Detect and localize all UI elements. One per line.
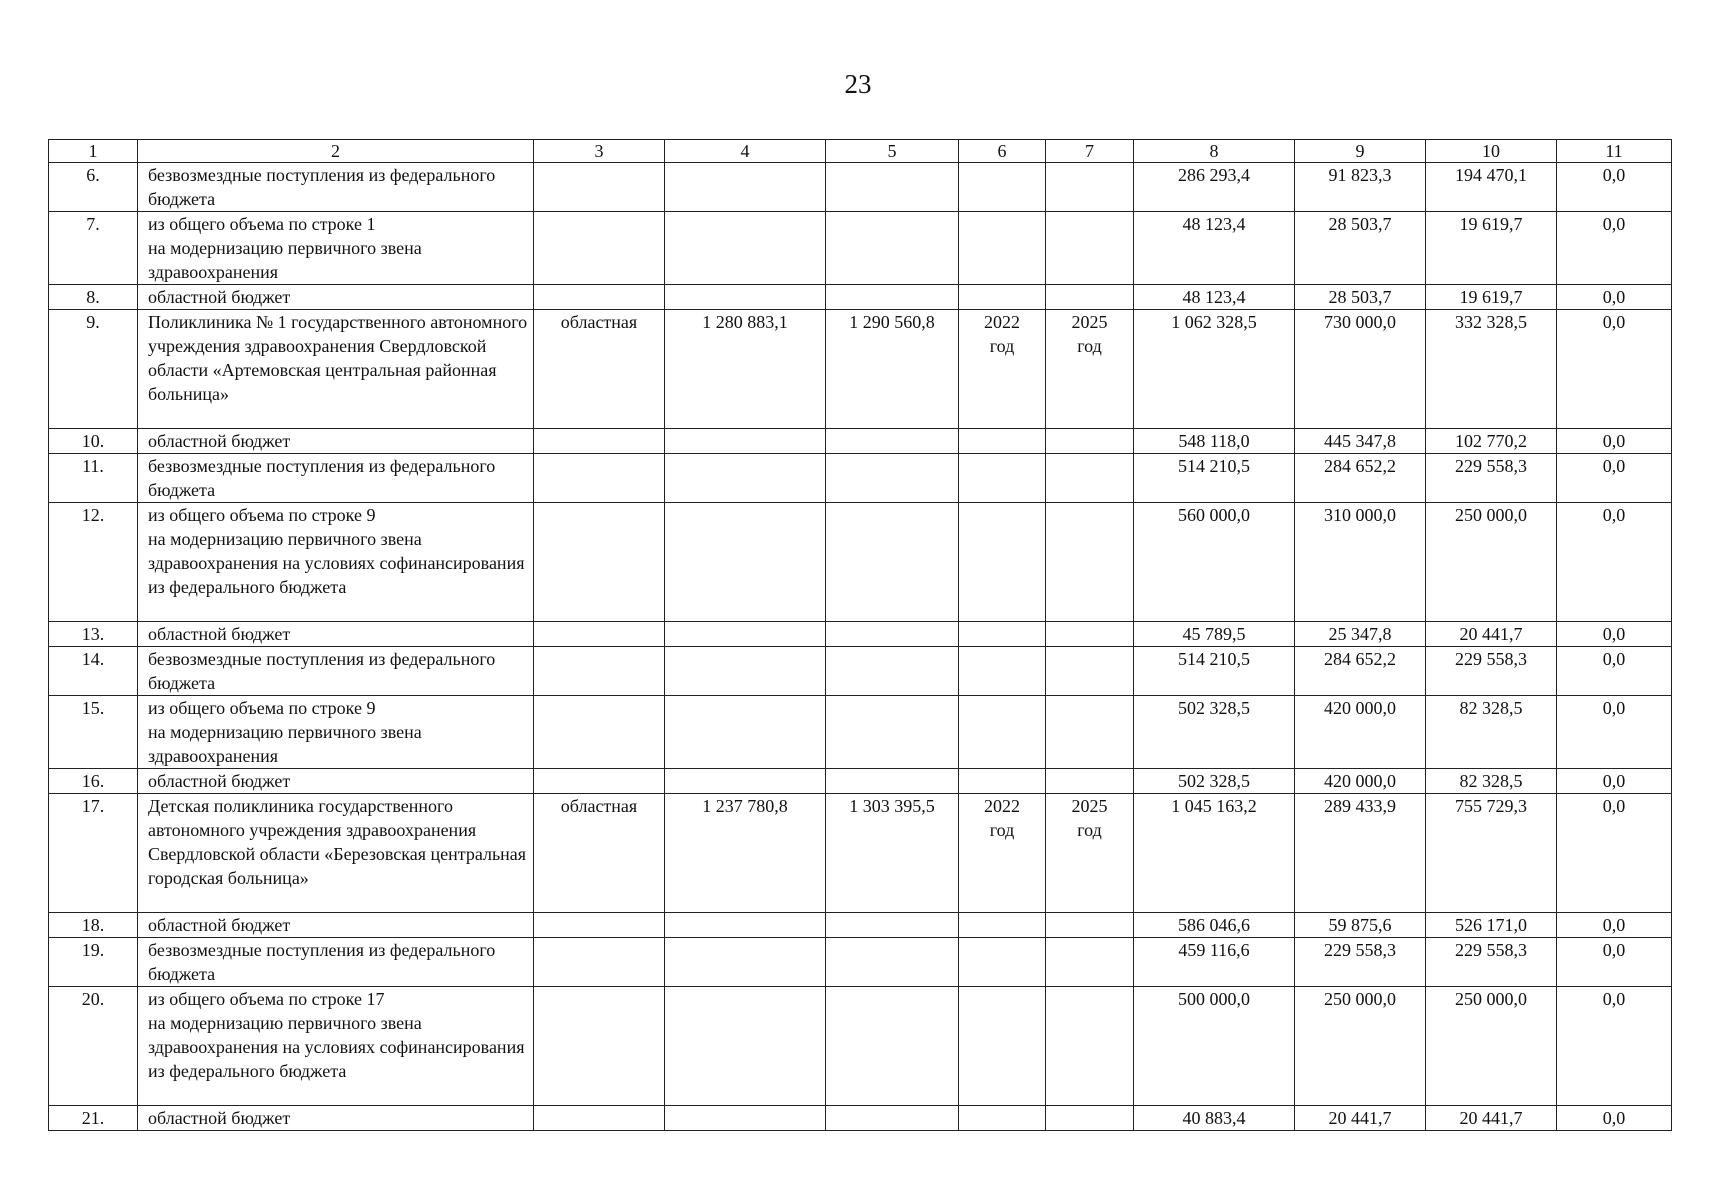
cell-col-8: 1 062 328,5 bbox=[1134, 310, 1295, 429]
row-number: 16. bbox=[49, 769, 138, 794]
cell-col-11: 0,0 bbox=[1557, 212, 1672, 285]
row-number: 17. bbox=[49, 794, 138, 913]
cell-end-year bbox=[1046, 938, 1134, 987]
cell-col-8: 502 328,5 bbox=[1134, 696, 1295, 769]
cell-start-year bbox=[959, 913, 1046, 938]
cell-col-10: 102 770,2 bbox=[1426, 429, 1557, 454]
header-col-6: 6 bbox=[959, 140, 1046, 163]
row-number: 15. bbox=[49, 696, 138, 769]
row-description: Поликлиника № 1 государственного автономного учреждения здравоохранения Свердловской области «Артемовская центральная районная больница» bbox=[138, 310, 534, 429]
cell-col-9: 730 000,0 bbox=[1295, 310, 1426, 429]
cell-col-10: 229 558,3 bbox=[1426, 647, 1557, 696]
cell-budget-level: областная bbox=[534, 794, 665, 913]
cell-col-5 bbox=[826, 1106, 959, 1131]
row-description: из общего объема по строке 1 на модернизацию первичного звена здравоохранения bbox=[138, 212, 534, 285]
cell-end-year bbox=[1046, 429, 1134, 454]
cell-col-11: 0,0 bbox=[1557, 163, 1672, 212]
cell-col-4 bbox=[665, 503, 826, 622]
row-number: 19. bbox=[49, 938, 138, 987]
cell-col-11: 0,0 bbox=[1557, 647, 1672, 696]
table-body bbox=[49, 163, 1672, 1131]
cell-col-4 bbox=[665, 769, 826, 794]
cell-col-4 bbox=[665, 429, 826, 454]
row-description: безвозмездные поступления из федерального бюджета bbox=[138, 163, 534, 212]
row-number: 18. bbox=[49, 913, 138, 938]
cell-col-11: 0,0 bbox=[1557, 938, 1672, 987]
cell-col-10: 19 619,7 bbox=[1426, 212, 1557, 285]
cell-col-11: 0,0 bbox=[1557, 769, 1672, 794]
cell-col-10: 229 558,3 bbox=[1426, 938, 1557, 987]
cell-col-11: 0,0 bbox=[1557, 987, 1672, 1106]
cell-col-9: 28 503,7 bbox=[1295, 212, 1426, 285]
row-number: 10. bbox=[49, 429, 138, 454]
header-col-10: 10 bbox=[1426, 140, 1557, 163]
cell-start-year bbox=[959, 163, 1046, 212]
cell-end-year bbox=[1046, 769, 1134, 794]
cell-col-8: 500 000,0 bbox=[1134, 987, 1295, 1106]
table-row bbox=[49, 938, 1672, 987]
cell-start-year bbox=[959, 622, 1046, 647]
cell-col-8: 502 328,5 bbox=[1134, 769, 1295, 794]
cell-budget-level bbox=[534, 696, 665, 769]
row-description: областной бюджет bbox=[138, 913, 534, 938]
row-number: 6. bbox=[49, 163, 138, 212]
cell-col-9: 445 347,8 bbox=[1295, 429, 1426, 454]
cell-col-4 bbox=[665, 163, 826, 212]
cell-col-10: 755 729,3 bbox=[1426, 794, 1557, 913]
cell-col-5 bbox=[826, 429, 959, 454]
cell-col-10: 194 470,1 bbox=[1426, 163, 1557, 212]
cell-end-year bbox=[1046, 454, 1134, 503]
header-col-4: 4 bbox=[665, 140, 826, 163]
row-description: областной бюджет bbox=[138, 429, 534, 454]
header-col-3: 3 bbox=[534, 140, 665, 163]
cell-start-year bbox=[959, 769, 1046, 794]
table-header bbox=[49, 140, 1672, 163]
cell-col-9: 20 441,7 bbox=[1295, 1106, 1426, 1131]
table-row bbox=[49, 212, 1672, 285]
cell-budget-level bbox=[534, 769, 665, 794]
cell-budget-level bbox=[534, 212, 665, 285]
cell-col-10: 229 558,3 bbox=[1426, 454, 1557, 503]
row-description: из общего объема по строке 17 на модернизацию первичного звена здравоохранения на условиях софинансирования из федерального бюджета bbox=[138, 987, 534, 1106]
cell-budget-level bbox=[534, 647, 665, 696]
cell-end-year bbox=[1046, 163, 1134, 212]
row-description: безвозмездные поступления из федерального бюджета bbox=[138, 938, 534, 987]
cell-end-year bbox=[1046, 1106, 1134, 1131]
cell-budget-level bbox=[534, 454, 665, 503]
cell-col-10: 19 619,7 bbox=[1426, 285, 1557, 310]
cell-col-8: 48 123,4 bbox=[1134, 285, 1295, 310]
row-description: областной бюджет bbox=[138, 285, 534, 310]
cell-col-5 bbox=[826, 913, 959, 938]
cell-end-year bbox=[1046, 212, 1134, 285]
cell-col-11: 0,0 bbox=[1557, 454, 1672, 503]
cell-col-9: 91 823,3 bbox=[1295, 163, 1426, 212]
cell-col-11: 0,0 bbox=[1557, 429, 1672, 454]
table-row bbox=[49, 794, 1672, 913]
cell-col-8: 548 118,0 bbox=[1134, 429, 1295, 454]
cell-col-4 bbox=[665, 454, 826, 503]
cell-col-11: 0,0 bbox=[1557, 285, 1672, 310]
cell-col-9: 28 503,7 bbox=[1295, 285, 1426, 310]
budget-table bbox=[48, 139, 1672, 1131]
row-number: 14. bbox=[49, 647, 138, 696]
header-col-1: 1 bbox=[49, 140, 138, 163]
header-col-9: 9 bbox=[1295, 140, 1426, 163]
cell-col-10: 250 000,0 bbox=[1426, 987, 1557, 1106]
row-description: областной бюджет bbox=[138, 622, 534, 647]
cell-col-9: 310 000,0 bbox=[1295, 503, 1426, 622]
cell-end-year bbox=[1046, 696, 1134, 769]
cell-end-year bbox=[1046, 987, 1134, 1106]
row-description: областной бюджет bbox=[138, 769, 534, 794]
row-number: 9. bbox=[49, 310, 138, 429]
cell-start-year bbox=[959, 938, 1046, 987]
row-description: безвозмездные поступления из федерального бюджета bbox=[138, 454, 534, 503]
cell-col-9: 25 347,8 bbox=[1295, 622, 1426, 647]
row-description: из общего объема по строке 9 на модернизацию первичного звена здравоохранения bbox=[138, 696, 534, 769]
cell-col-11: 0,0 bbox=[1557, 913, 1672, 938]
cell-col-9: 284 652,2 bbox=[1295, 647, 1426, 696]
cell-col-9: 284 652,2 bbox=[1295, 454, 1426, 503]
cell-col-10: 332 328,5 bbox=[1426, 310, 1557, 429]
cell-col-9: 59 875,6 bbox=[1295, 913, 1426, 938]
cell-col-10: 250 000,0 bbox=[1426, 503, 1557, 622]
cell-col-5 bbox=[826, 769, 959, 794]
cell-col-11: 0,0 bbox=[1557, 622, 1672, 647]
cell-col-10: 526 171,0 bbox=[1426, 913, 1557, 938]
cell-col-8: 1 045 163,2 bbox=[1134, 794, 1295, 913]
header-row bbox=[49, 140, 1672, 163]
cell-col-8: 514 210,5 bbox=[1134, 454, 1295, 503]
cell-col-8: 586 046,6 bbox=[1134, 913, 1295, 938]
row-number: 8. bbox=[49, 285, 138, 310]
cell-start-year: 2022 год bbox=[959, 310, 1046, 429]
cell-col-4: 1 237 780,8 bbox=[665, 794, 826, 913]
cell-start-year bbox=[959, 285, 1046, 310]
cell-end-year bbox=[1046, 622, 1134, 647]
cell-budget-level bbox=[534, 429, 665, 454]
cell-col-4 bbox=[665, 622, 826, 647]
cell-col-9: 229 558,3 bbox=[1295, 938, 1426, 987]
table-row bbox=[49, 310, 1672, 429]
cell-col-5 bbox=[826, 285, 959, 310]
cell-col-8: 48 123,4 bbox=[1134, 212, 1295, 285]
cell-col-4: 1 280 883,1 bbox=[665, 310, 826, 429]
cell-col-5 bbox=[826, 454, 959, 503]
cell-budget-level bbox=[534, 285, 665, 310]
cell-col-11: 0,0 bbox=[1557, 310, 1672, 429]
cell-budget-level bbox=[534, 163, 665, 212]
cell-col-10: 82 328,5 bbox=[1426, 769, 1557, 794]
cell-end-year bbox=[1046, 647, 1134, 696]
cell-col-10: 20 441,7 bbox=[1426, 622, 1557, 647]
cell-col-5 bbox=[826, 647, 959, 696]
header-col-8: 8 bbox=[1134, 140, 1295, 163]
table-row bbox=[49, 503, 1672, 622]
cell-col-11: 0,0 bbox=[1557, 794, 1672, 913]
cell-col-4 bbox=[665, 913, 826, 938]
row-description: областной бюджет bbox=[138, 1106, 534, 1131]
table-row bbox=[49, 987, 1672, 1106]
cell-start-year bbox=[959, 503, 1046, 622]
cell-col-5 bbox=[826, 503, 959, 622]
cell-start-year bbox=[959, 1106, 1046, 1131]
cell-start-year bbox=[959, 696, 1046, 769]
cell-col-8: 459 116,6 bbox=[1134, 938, 1295, 987]
table-row bbox=[49, 647, 1672, 696]
cell-start-year bbox=[959, 454, 1046, 503]
cell-col-9: 420 000,0 bbox=[1295, 769, 1426, 794]
cell-end-year bbox=[1046, 503, 1134, 622]
table-row bbox=[49, 913, 1672, 938]
table-row bbox=[49, 163, 1672, 212]
cell-budget-level bbox=[534, 913, 665, 938]
cell-col-4 bbox=[665, 212, 826, 285]
cell-col-11: 0,0 bbox=[1557, 503, 1672, 622]
header-col-2: 2 bbox=[138, 140, 534, 163]
header-col-5: 5 bbox=[826, 140, 959, 163]
row-number: 7. bbox=[49, 212, 138, 285]
cell-col-10: 82 328,5 bbox=[1426, 696, 1557, 769]
cell-start-year bbox=[959, 647, 1046, 696]
cell-col-9: 250 000,0 bbox=[1295, 987, 1426, 1106]
row-description: безвозмездные поступления из федерального бюджета bbox=[138, 647, 534, 696]
cell-budget-level bbox=[534, 622, 665, 647]
cell-col-8: 514 210,5 bbox=[1134, 647, 1295, 696]
cell-start-year bbox=[959, 212, 1046, 285]
cell-col-8: 286 293,4 bbox=[1134, 163, 1295, 212]
cell-col-4 bbox=[665, 285, 826, 310]
cell-col-5 bbox=[826, 696, 959, 769]
cell-col-11: 0,0 bbox=[1557, 696, 1672, 769]
header-col-7: 7 bbox=[1046, 140, 1134, 163]
cell-col-5: 1 290 560,8 bbox=[826, 310, 959, 429]
table-row bbox=[49, 769, 1672, 794]
table-row bbox=[49, 429, 1672, 454]
table-row bbox=[49, 454, 1672, 503]
row-number: 11. bbox=[49, 454, 138, 503]
page-number: 23 bbox=[844, 69, 872, 99]
cell-col-9: 289 433,9 bbox=[1295, 794, 1426, 913]
cell-col-5 bbox=[826, 212, 959, 285]
table-row bbox=[49, 622, 1672, 647]
cell-col-4 bbox=[665, 647, 826, 696]
cell-start-year bbox=[959, 987, 1046, 1106]
cell-col-4 bbox=[665, 696, 826, 769]
cell-col-11: 0,0 bbox=[1557, 1106, 1672, 1131]
header-col-11: 11 bbox=[1557, 140, 1672, 163]
cell-col-5 bbox=[826, 938, 959, 987]
cell-budget-level bbox=[534, 503, 665, 622]
table-row bbox=[49, 1106, 1672, 1131]
cell-col-5 bbox=[826, 622, 959, 647]
row-number: 12. bbox=[49, 503, 138, 622]
row-number: 21. bbox=[49, 1106, 138, 1131]
cell-col-4 bbox=[665, 987, 826, 1106]
cell-budget-level: областная bbox=[534, 310, 665, 429]
cell-col-8: 560 000,0 bbox=[1134, 503, 1295, 622]
cell-end-year bbox=[1046, 285, 1134, 310]
cell-col-5 bbox=[826, 163, 959, 212]
cell-budget-level bbox=[534, 1106, 665, 1131]
cell-col-4 bbox=[665, 1106, 826, 1131]
table-row bbox=[49, 696, 1672, 769]
row-description: из общего объема по строке 9 на модернизацию первичного звена здравоохранения на условиях софинансирования из федерального бюджета bbox=[138, 503, 534, 622]
cell-col-5 bbox=[826, 987, 959, 1106]
cell-col-8: 45 789,5 bbox=[1134, 622, 1295, 647]
cell-col-4 bbox=[665, 938, 826, 987]
cell-col-5: 1 303 395,5 bbox=[826, 794, 959, 913]
cell-start-year: 2022 год bbox=[959, 794, 1046, 913]
row-number: 20. bbox=[49, 987, 138, 1106]
cell-budget-level bbox=[534, 987, 665, 1106]
cell-col-9: 420 000,0 bbox=[1295, 696, 1426, 769]
row-description: Детская поликлиника государственного автономного учреждения здравоохранения Свердловской области «Березовская центральная городская больница» bbox=[138, 794, 534, 913]
cell-start-year bbox=[959, 429, 1046, 454]
cell-end-year: 2025 год bbox=[1046, 794, 1134, 913]
cell-end-year: 2025 год bbox=[1046, 310, 1134, 429]
cell-col-8: 40 883,4 bbox=[1134, 1106, 1295, 1131]
cell-col-10: 20 441,7 bbox=[1426, 1106, 1557, 1131]
cell-budget-level bbox=[534, 938, 665, 987]
table-row bbox=[49, 285, 1672, 310]
cell-end-year bbox=[1046, 913, 1134, 938]
row-number: 13. bbox=[49, 622, 138, 647]
